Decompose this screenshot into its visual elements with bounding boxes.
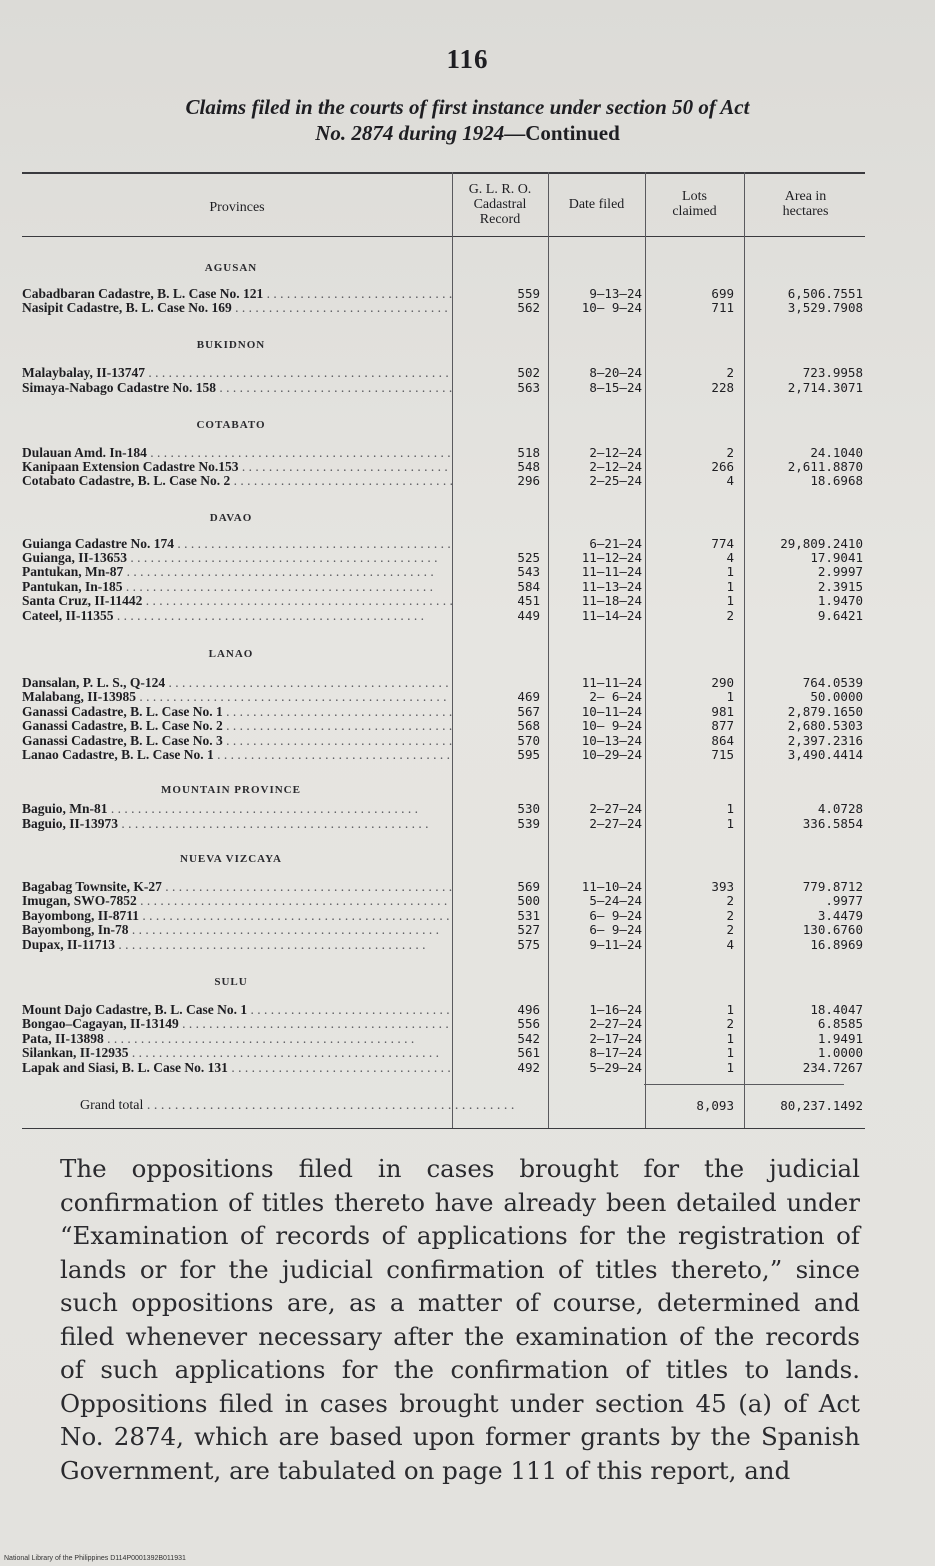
- header-record: [452, 182, 548, 227]
- table-row: [22, 1046, 867, 1060]
- table-row: [22, 802, 867, 816]
- header-lots: [645, 189, 744, 219]
- row-date: 2–27–24: [589, 816, 642, 831]
- header-date: Date filed: [568, 197, 625, 212]
- page-number: 116: [446, 44, 489, 74]
- row-lots: 290: [711, 675, 734, 690]
- row-record: 559: [517, 286, 540, 301]
- row-lots: 2: [726, 893, 734, 908]
- row-date: 5–24–24: [589, 893, 642, 908]
- row-record: 563: [517, 380, 540, 395]
- table-row: [22, 594, 867, 608]
- row-area: 50.0000: [810, 689, 863, 704]
- table-row: [22, 301, 867, 315]
- row-date: 11–14–24: [581, 608, 642, 623]
- row-province: Bongao–Cagayan, II-13149 . . .: [22, 1017, 452, 1031]
- row-record: 502: [517, 365, 540, 380]
- row-area: 6,506.7551: [787, 286, 863, 301]
- table-row: [22, 1061, 867, 1075]
- table-row: [22, 705, 867, 719]
- body-paragraph: The oppositions filed in cases brought for the judicial confirmation of titles thereto have already been detailed under “Examination of records of applications for the registration of lands or for the judicial confirmation of titles thereto,” since such oppositions are, as a matter of course, determined and filed whenever necessary after the examination of the records of such applications for the confirmation of titles to lands. Oppositions filed in cases brought under section 45 (a) of Act No. 2874, which are based upon former grants by the Spanish Government, are tabulated on page 111 of this report, and: [60, 1154, 860, 1485]
- row-area: 29,809.2410: [780, 536, 863, 551]
- table-row: [22, 690, 867, 704]
- row-lots: 1: [726, 1031, 734, 1046]
- row-area: 2.3915: [817, 579, 863, 594]
- row-province: Santa Cruz, II-11442 . . .: [22, 594, 452, 608]
- column-divider: [452, 172, 453, 1128]
- row-province: Pantukan, Mn-87 . . .: [22, 565, 452, 579]
- row-lots: 1: [726, 689, 734, 704]
- header-bottom-rule: [22, 236, 865, 237]
- table-row: [22, 1003, 867, 1017]
- table-row: [22, 537, 867, 551]
- row-province: Cabadbaran Cadastre, B. L. Case No. 121 . . .: [22, 287, 452, 301]
- row-date: 9–11–24: [589, 937, 642, 952]
- row-lots: 1: [726, 593, 734, 608]
- table-row: [22, 474, 867, 488]
- row-area: 764.0539: [802, 675, 863, 690]
- row-date: 10–11–24: [581, 704, 642, 719]
- row-lots: 4: [726, 550, 734, 565]
- row-date: 6–21–24: [589, 536, 642, 551]
- table-row: [22, 748, 867, 762]
- table-row: [22, 580, 867, 594]
- row-date: 11–11–24: [581, 564, 642, 579]
- row-date: 2–27–24: [589, 801, 642, 816]
- row-lots: 877: [711, 718, 734, 733]
- row-area: 6.8585: [817, 1016, 863, 1031]
- grand-total-lots: 8,093: [696, 1098, 734, 1113]
- row-province: Guianga, II-13653 . . .: [22, 551, 452, 565]
- row-lots: 1: [726, 801, 734, 816]
- row-lots: 1: [726, 1045, 734, 1060]
- section-heading: AGUSAN: [204, 262, 258, 274]
- row-province: Imugan, SWO-7852 . . .: [22, 894, 452, 908]
- row-record: 575: [517, 937, 540, 952]
- row-province: Cotabato Cadastre, B. L. Case No. 2 . . .: [22, 474, 452, 488]
- row-date: 8–17–24: [589, 1045, 642, 1060]
- row-area: 18.6968: [810, 473, 863, 488]
- row-lots: 4: [726, 937, 734, 952]
- row-date: 6– 9–24: [589, 908, 642, 923]
- table-row: [22, 923, 867, 937]
- section-heading: SULU: [214, 976, 248, 988]
- row-province: Dulauan Amd. In-184 . . .: [22, 446, 452, 460]
- row-area: 3.4479: [817, 908, 863, 923]
- row-record: 567: [517, 704, 540, 719]
- table-row: [22, 719, 867, 733]
- table-row: [22, 817, 867, 831]
- row-record: 449: [517, 608, 540, 623]
- row-province: Lanao Cadastre, B. L. Case No. 1 . . .: [22, 748, 452, 762]
- row-province: Ganassi Cadastre, B. L. Case No. 3 . . .: [22, 734, 452, 748]
- row-province: Dupax, II-11713 . . .: [22, 938, 452, 952]
- row-area: 2,611.8870: [787, 459, 863, 474]
- row-area: 3,529.7908: [787, 300, 863, 315]
- row-date: 1–16–24: [589, 1002, 642, 1017]
- row-lots: 1: [726, 1002, 734, 1017]
- grand-total-label: Grand total . . .: [80, 1098, 680, 1114]
- table-row: [22, 938, 867, 952]
- header-area: [744, 189, 867, 219]
- row-record: 542: [517, 1031, 540, 1046]
- row-record: 469: [517, 689, 540, 704]
- row-date: 11–18–24: [581, 593, 642, 608]
- row-province: Guianga Cadastre No. 174 . . .: [22, 537, 452, 551]
- section-heading: COTABATO: [196, 419, 266, 431]
- row-date: 11–11–24: [581, 675, 642, 690]
- row-area: 723.9958: [802, 365, 863, 380]
- row-date: 2–27–24: [589, 1016, 642, 1031]
- row-record: 518: [517, 445, 540, 460]
- row-area: 2,879.1650: [787, 704, 863, 719]
- row-lots: 1: [726, 564, 734, 579]
- row-area: 18.4047: [810, 1002, 863, 1017]
- row-record: 569: [517, 879, 540, 894]
- table-row: [22, 880, 867, 894]
- row-record: 500: [517, 893, 540, 908]
- row-area: 2,714.3071: [787, 380, 863, 395]
- row-area: 1.9470: [817, 593, 863, 608]
- row-area: 4.0728: [817, 801, 863, 816]
- header-record-line: Cadastral: [473, 197, 527, 212]
- row-record: 451: [517, 593, 540, 608]
- row-lots: 2: [726, 445, 734, 460]
- row-record: 296: [517, 473, 540, 488]
- column-divider: [645, 172, 646, 1128]
- row-date: 2–12–24: [589, 445, 642, 460]
- row-province: Baguio, Mn-81 . . .: [22, 802, 452, 816]
- row-province: Dansalan, P. L. S., Q-124 . . .: [22, 676, 452, 690]
- row-province: Pata, II-13898 . . .: [22, 1032, 452, 1046]
- row-record: 584: [517, 579, 540, 594]
- row-record: 539: [517, 816, 540, 831]
- row-province: Ganassi Cadastre, B. L. Case No. 1 . . .: [22, 705, 452, 719]
- row-record: 561: [517, 1045, 540, 1060]
- table-bottom-rule: [22, 1128, 865, 1129]
- row-record: 556: [517, 1016, 540, 1031]
- row-area: 3,490.4414: [787, 747, 863, 762]
- row-lots: 2: [726, 908, 734, 923]
- header-record-line: Record: [479, 212, 521, 227]
- section-heading: NUEVA VIZCAYA: [180, 853, 282, 865]
- row-province: Silankan, II-12935 . . .: [22, 1046, 452, 1060]
- row-province: Lapak and Siasi, B. L. Case No. 131 . . .: [22, 1061, 452, 1075]
- row-area: .9977: [825, 893, 863, 908]
- row-record: 570: [517, 733, 540, 748]
- row-lots: 2: [726, 1016, 734, 1031]
- row-province: Malabang, II-13985 . . .: [22, 690, 452, 704]
- row-province: Pantukan, In-185 . . .: [22, 580, 452, 594]
- header-lots-line: claimed: [672, 204, 717, 219]
- row-lots: 1: [726, 1060, 734, 1075]
- table-row: [22, 676, 867, 690]
- row-lots: 1: [726, 816, 734, 831]
- header-lots-line: Lots: [682, 189, 707, 204]
- row-record: 548: [517, 459, 540, 474]
- total-rule: [644, 1084, 844, 1085]
- row-lots: 981: [711, 704, 734, 719]
- row-lots: 699: [711, 286, 734, 301]
- row-record: 530: [517, 801, 540, 816]
- header-record-line: G. L. R. O.: [468, 182, 532, 197]
- row-date: 2– 6–24: [589, 689, 642, 704]
- row-lots: 2: [726, 365, 734, 380]
- table-row: [22, 909, 867, 923]
- row-province: Bayombong, In-78 . . .: [22, 923, 452, 937]
- row-record: 595: [517, 747, 540, 762]
- row-lots: 4: [726, 473, 734, 488]
- row-lots: 228: [711, 380, 734, 395]
- table-row: [22, 287, 867, 301]
- row-date: 10–29–24: [581, 747, 642, 762]
- row-area: 24.1040: [810, 445, 863, 460]
- row-lots: 864: [711, 733, 734, 748]
- row-lots: 2: [726, 922, 734, 937]
- table-row: [22, 381, 867, 395]
- row-record: 568: [517, 718, 540, 733]
- table-row: [22, 1032, 867, 1046]
- row-lots: 393: [711, 879, 734, 894]
- row-province: Simaya-Nabago Cadastre No. 158 . . .: [22, 381, 452, 395]
- table-row: [22, 460, 867, 474]
- row-date: 11–13–24: [581, 579, 642, 594]
- row-province: Kanipaan Extension Cadastre No.153 . . .: [22, 460, 452, 474]
- header-provinces: Provinces: [209, 200, 265, 215]
- table-row: [22, 551, 867, 565]
- row-lots: 711: [711, 300, 734, 315]
- row-area: 1.0000: [817, 1045, 863, 1060]
- section-heading: MOUNTAIN PROVINCE: [161, 784, 301, 796]
- row-date: 8–20–24: [589, 365, 642, 380]
- row-area: 16.8969: [810, 937, 863, 952]
- row-province: Ganassi Cadastre, B. L. Case No. 2 . . .: [22, 719, 452, 733]
- row-date: 5–29–24: [589, 1060, 642, 1075]
- row-date: 10– 9–24: [581, 300, 642, 315]
- row-record: 543: [517, 564, 540, 579]
- row-date: 6– 9–24: [589, 922, 642, 937]
- row-area: 234.7267: [802, 1060, 863, 1075]
- row-date: 10– 9–24: [581, 718, 642, 733]
- header-area-line: Area in: [784, 189, 827, 204]
- row-record: 496: [517, 1002, 540, 1017]
- row-province: Bayombong, II-8711 . . .: [22, 909, 452, 923]
- row-province: Baguio, II-13973 . . .: [22, 817, 452, 831]
- row-lots: 2: [726, 608, 734, 623]
- table-row: [22, 734, 867, 748]
- table-row: [22, 366, 867, 380]
- section-heading: LANAO: [208, 648, 254, 660]
- table-row: [22, 446, 867, 460]
- row-area: 1.9491: [817, 1031, 863, 1046]
- row-area: 2.9997: [817, 564, 863, 579]
- row-province: Mount Dajo Cadastre, B. L. Case No. 1 . . .: [22, 1003, 452, 1017]
- row-area: 9.6421: [817, 608, 863, 623]
- row-lots: 1: [726, 579, 734, 594]
- row-area: 779.8712: [802, 879, 863, 894]
- table-row: [22, 894, 867, 908]
- row-record: 492: [517, 1060, 540, 1075]
- row-date: 2–25–24: [589, 473, 642, 488]
- table-caption: [40, 94, 895, 146]
- row-area: 2,680.5303: [787, 718, 863, 733]
- row-date: 11–10–24: [581, 879, 642, 894]
- table-row: [22, 1017, 867, 1031]
- table-row: [22, 565, 867, 579]
- row-record: 531: [517, 908, 540, 923]
- column-divider: [744, 172, 745, 1128]
- row-area: 130.6760: [802, 922, 863, 937]
- row-lots: 774: [711, 536, 734, 551]
- row-province: Cateel, II-11355 . . .: [22, 609, 452, 623]
- row-province: Bagabag Townsite, K-27 . . .: [22, 880, 452, 894]
- table-row: [22, 609, 867, 623]
- column-divider: [548, 172, 549, 1128]
- row-province: Nasipit Cadastre, B. L. Case No. 169 . . .: [22, 301, 452, 315]
- caption-line-1: Claims filed in the courts of first instance under section 50 of Act: [185, 95, 750, 119]
- grand-total-area: 80,237.1492: [780, 1098, 863, 1113]
- row-area: 336.5854: [802, 816, 863, 831]
- row-date: 9–13–24: [589, 286, 642, 301]
- row-date: 11–12–24: [581, 550, 642, 565]
- row-date: 8–15–24: [589, 380, 642, 395]
- row-record: 525: [517, 550, 540, 565]
- row-record: 562: [517, 300, 540, 315]
- row-record: 527: [517, 922, 540, 937]
- row-area: 2,397.2316: [787, 733, 863, 748]
- row-province: Malaybalay, II-13747 . . .: [22, 366, 452, 380]
- row-lots: 715: [711, 747, 734, 762]
- caption-continued: —Continued: [504, 121, 620, 145]
- row-date: 2–17–24: [589, 1031, 642, 1046]
- row-lots: 266: [711, 459, 734, 474]
- section-heading: BUKIDNON: [196, 339, 266, 351]
- section-heading: DAVAO: [209, 512, 253, 524]
- table-top-rule: [22, 172, 865, 174]
- row-date: 10–13–24: [581, 733, 642, 748]
- caption-line-2: No. 2874 during 1924: [315, 121, 505, 145]
- row-date: 2–12–24: [589, 459, 642, 474]
- row-area: 17.9041: [810, 550, 863, 565]
- header-area-line: hectares: [782, 204, 829, 219]
- scan-footer: National Library of the Philippines D114P0001392B011931: [4, 1555, 186, 1562]
